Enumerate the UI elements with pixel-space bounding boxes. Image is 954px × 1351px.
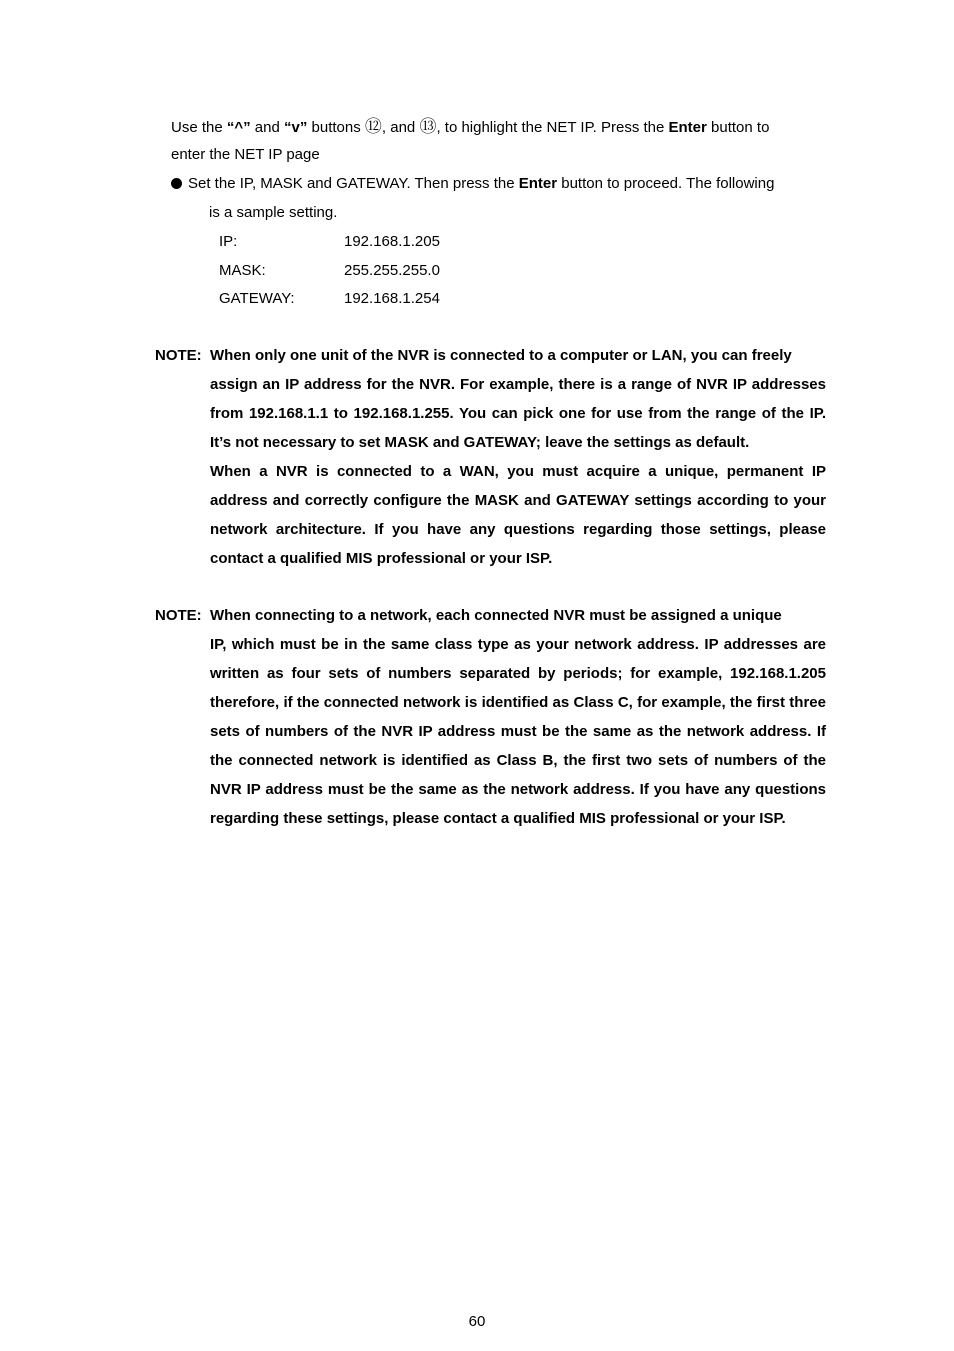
setting-row-mask xyxy=(219,256,440,285)
intro-text: button to xyxy=(706,119,770,136)
setting-key: MASK: xyxy=(219,262,266,279)
note-paragraph: assign an IP address for the NVR. For example, there is a range of NVR IP addresses from 192.168.1.1 to 192.168.1.255. You can pick one for use from the range of the IP. It’s not necessary to set MASK and GATEWAY; leave the settings as default. xyxy=(210,376,826,451)
page-number: 60 xyxy=(468,1313,486,1330)
note-first-line: When only one unit of the NVR is connected to a computer or LAN, you can freely xyxy=(210,347,792,364)
intro-text: , and xyxy=(381,119,420,136)
up-key-label: “^” xyxy=(226,119,251,136)
bullet-icon xyxy=(171,178,182,189)
enter-key-label: Enter xyxy=(668,119,707,136)
note-first-line: When connecting to a network, each connected NVR must be assigned a unique xyxy=(210,607,782,624)
setting-row-gateway xyxy=(219,284,440,313)
circled-number-12: ⑫ xyxy=(364,117,382,136)
intro-text: and xyxy=(250,119,285,136)
bullet-text: button to proceed. The following xyxy=(557,175,775,192)
setting-key: GATEWAY: xyxy=(219,290,295,307)
intro-text: , to highlight the NET IP. Press the xyxy=(436,119,669,136)
setting-row-ip xyxy=(219,227,440,256)
circled-number-13: ⑬ xyxy=(419,117,437,136)
setting-value: 255.255.255.0 xyxy=(344,262,440,279)
setting-value: 192.168.1.254 xyxy=(344,290,440,307)
intro-text: buttons xyxy=(307,119,365,136)
intro-line-2: enter the NET IP page xyxy=(171,146,320,163)
setting-key: IP: xyxy=(219,233,238,250)
intro-text: Use the xyxy=(171,119,227,136)
note-label: NOTE: xyxy=(155,347,202,364)
setting-value: 192.168.1.205 xyxy=(344,233,440,250)
intro-line-1 xyxy=(171,112,831,142)
note-body xyxy=(210,630,826,833)
bullet-line-2: is a sample setting. xyxy=(209,204,338,221)
enter-key-label: Enter xyxy=(518,175,558,192)
note-paragraph: When a NVR is connected to a WAN, you must acquire a unique, permanent IP address and correctly configure the MASK and GATEWAY settings according to your network architecture. If you have any questions regarding those settings, please contact a qualified MIS professional or your ISP. xyxy=(210,463,826,567)
down-key-label: “v” xyxy=(284,119,308,136)
note-label: NOTE: xyxy=(155,607,202,624)
note-body xyxy=(210,370,826,573)
bullet-text: Set the IP, MASK and GATEWAY. Then press the xyxy=(188,175,519,192)
note-paragraph: IP, which must be in the same class type as your network address. IP addresses are written as four sets of numbers separated by periods; for example, 192.168.1.205 therefore, if the connected network is identified as Class C, for example, the first three sets of numbers of the NVR IP address must be the same as the network address. If the connected network is identified as Class B, the first two sets of numbers of the NVR IP address must be the same as the network address. If you have any questions regarding these settings, please contact a qualified MIS professional or your ISP. xyxy=(210,636,826,827)
bullet-item xyxy=(171,169,831,198)
